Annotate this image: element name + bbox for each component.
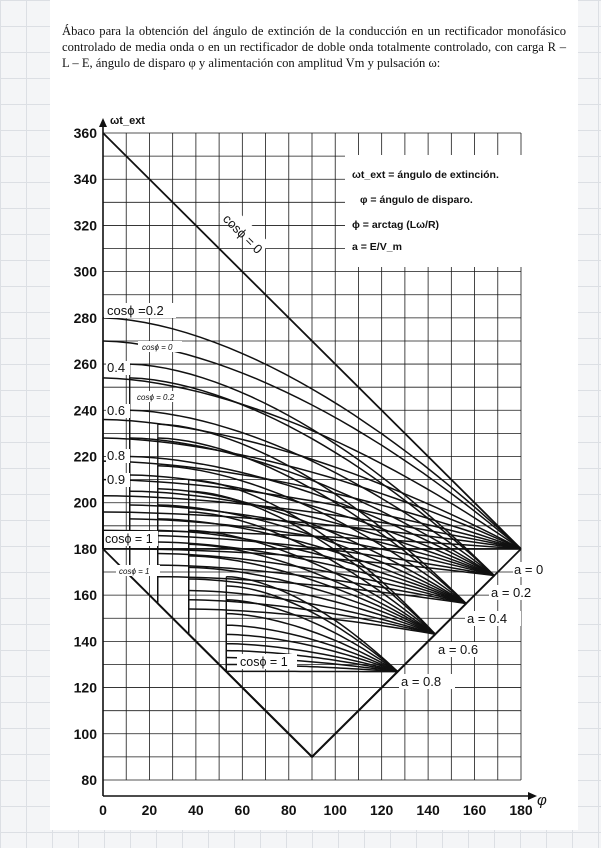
y-tick-label: 300 <box>73 263 97 280</box>
y-tick-label: 160 <box>73 587 97 604</box>
label-cos-02-small: cosϕ = 0.2 <box>137 393 175 402</box>
y-tick-label: 340 <box>73 171 97 188</box>
y-tick-label: 360 <box>73 125 97 141</box>
x-tick-label: 140 <box>416 802 440 818</box>
label-a-08: a = 0.8 <box>401 674 442 689</box>
label-06: 0.6 <box>107 403 126 418</box>
legend-entry-phi: ϕ = arctag (Lω/R) <box>352 219 440 231</box>
x-tick-label: 0 <box>99 802 107 818</box>
legend <box>345 155 523 267</box>
x-tick-label: 120 <box>369 802 394 818</box>
label-cos-one-small: cosϕ = 1 <box>119 567 150 576</box>
label-cos-02: cosϕ =0.2 <box>107 303 164 318</box>
y-tick-label: 180 <box>73 540 97 557</box>
y-tick-label: 240 <box>73 402 97 419</box>
label-a-06: a = 0.6 <box>438 642 479 657</box>
y-axis-arrow <box>99 118 107 127</box>
x-tick-label: 180 <box>509 802 533 818</box>
y-tick-label: 320 <box>73 217 97 234</box>
label-08: 0.8 <box>107 448 126 463</box>
y-axis-label: ωt_ext <box>110 115 145 127</box>
y-tick-label: 280 <box>73 309 97 326</box>
y-tick-label: 80 <box>81 772 97 788</box>
y-tick-label: 100 <box>73 725 97 742</box>
legend-entry-extincion: ωt_ext = ángulo de extinción. <box>352 169 499 181</box>
y-tick-label: 260 <box>73 356 97 373</box>
legend-entry-disparo: φ = ángulo de disparo. <box>360 194 473 206</box>
x-tick-label: 20 <box>141 802 158 818</box>
x-axis-label: φ <box>537 792 547 809</box>
x-tick-label: 40 <box>188 802 204 818</box>
label-a-04: a = 0.4 <box>467 611 508 626</box>
label-cos-zero-small: cosϕ = 0 <box>142 343 173 352</box>
label-cos-one: cosϕ = 1 <box>105 532 153 546</box>
x-axis-arrow <box>528 792 537 800</box>
figure-caption: Ábaco para la obtención del ángulo de extinción de la conducción en un rectificador monofásico controlado de media onda o en un rectificador de doble onda totalmente controlado, con carga R – L – E, ángulo de disparo φ y alimentación con amplitud Vm y pulsación ω: <box>62 24 566 70</box>
x-tick-label: 100 <box>323 802 347 818</box>
label-cos-one-bottom: cosϕ = 1 <box>240 655 288 669</box>
x-tick-label: 80 <box>280 802 297 818</box>
y-tick-label: 120 <box>73 679 97 696</box>
x-tick-label: 160 <box>462 802 487 818</box>
label-09: 0.9 <box>107 472 126 487</box>
x-tick-label: 60 <box>234 802 251 818</box>
label-04: 0.4 <box>107 360 126 375</box>
label-a-02: a = 0.2 <box>491 585 532 600</box>
y-tick-label: 200 <box>73 494 97 511</box>
y-tick-label: 140 <box>73 633 97 650</box>
label-cos-zero-top: cosϕ = 0 <box>219 211 266 257</box>
y-tick-label: 220 <box>73 448 97 465</box>
legend-entry-a: a = E/V_m <box>352 241 402 253</box>
label-a-0: a = 0 <box>514 562 544 577</box>
